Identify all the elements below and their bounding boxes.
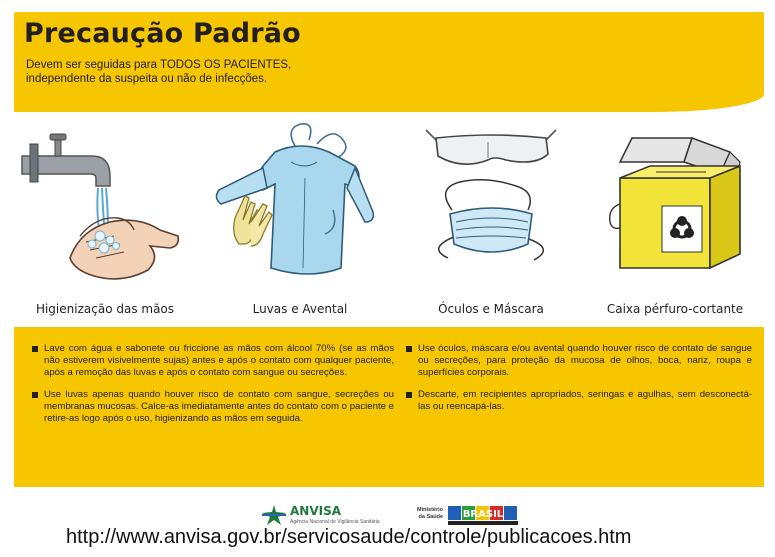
anvisa-agency: Agência Nacional de Vigilância Sanitária bbox=[290, 519, 380, 525]
page-subtitle bbox=[26, 58, 446, 86]
item-label: Caixa pérfuro-cortante bbox=[606, 302, 744, 316]
ministerio-line-2: da Saúde bbox=[418, 514, 443, 520]
header-banner bbox=[14, 12, 764, 112]
page-title: Precaução Padrão bbox=[24, 18, 301, 49]
info-column-left bbox=[32, 343, 394, 435]
bullet-text: Lave com água e sabonete ou friccione as mãos com álcool 70% (se as mãos não estiverem visivelmente sujas) antes e após o contato com qualquer paciente, após a remoção das luvas e após o contato com sangue ou secreções. bbox=[32, 343, 394, 379]
bullet-text: Use óculos, máscara e/ou avental quando houver risco de contato de sangue ou secreções, para proteção da mucosa de olhos, boca, nariz, roupa e superfícies corporais. bbox=[406, 343, 752, 379]
ministerio-line-1: Ministério bbox=[417, 507, 443, 513]
sharps-box-icon bbox=[580, 118, 770, 293]
bullet-text: Descarte, em recipientes apropriados, seringas e agulhas, sem desconectá-las ou reencapá-las. bbox=[406, 389, 752, 413]
anvisa-name: ANVISA bbox=[290, 504, 342, 518]
bullet-text: Use luvas apenas quando houver risco de contato com sangue, secreções ou membranas mucosas. Calce-as imediatamente antes do contato com o paciente e retire-as logo após o uso, higienizando as mãos em seguida. bbox=[32, 389, 394, 425]
goggles-mask-icon bbox=[396, 118, 586, 293]
item-gown-gloves bbox=[205, 118, 395, 318]
source-url[interactable]: http://www.anvisa.gov.br/servicosaude/controle/publicacoes.htm bbox=[66, 526, 632, 548]
anvisa-star-icon bbox=[262, 505, 286, 525]
info-column-right bbox=[406, 343, 752, 423]
item-handwashing bbox=[10, 118, 200, 318]
item-goggles-mask bbox=[396, 118, 586, 318]
ministerio-label bbox=[413, 507, 443, 521]
item-label: Luvas e Avental bbox=[252, 302, 348, 316]
info-panel bbox=[14, 327, 764, 487]
brasil-logo-icon bbox=[448, 504, 518, 526]
item-label: Óculos e Máscara bbox=[438, 302, 544, 316]
svg-text:BRASIL: BRASIL bbox=[462, 509, 504, 520]
item-sharps-box bbox=[580, 118, 770, 318]
handwashing-icon bbox=[10, 118, 200, 293]
item-label: Higienização das mãos bbox=[35, 302, 175, 316]
subtitle-line-2: independente da suspeita ou não de infecções. bbox=[26, 73, 268, 85]
gown-gloves-icon bbox=[205, 118, 395, 293]
subtitle-line-1: Devem ser seguidas para TODOS OS PACIENTES, bbox=[26, 59, 292, 71]
